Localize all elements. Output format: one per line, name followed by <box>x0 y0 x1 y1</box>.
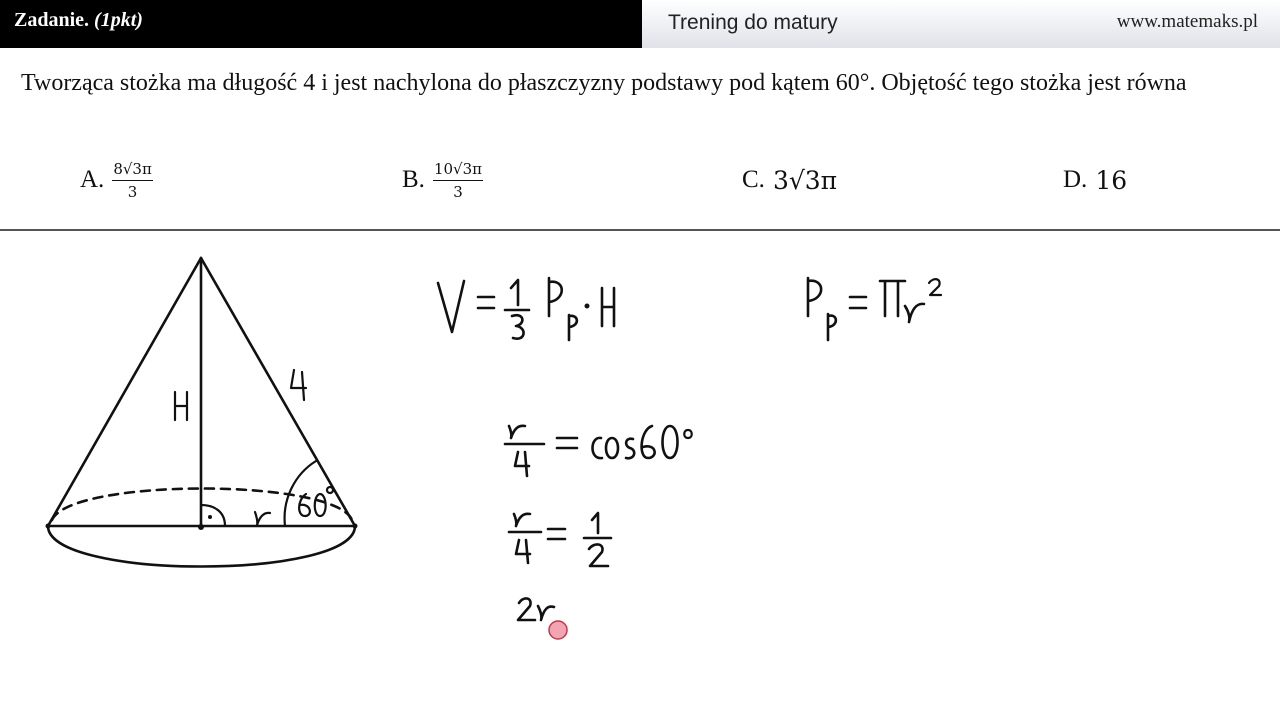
answer-letter: C. <box>742 166 765 193</box>
answer-value: 3√3π <box>772 165 838 195</box>
header-bar <box>0 0 1280 48</box>
base-right-point <box>353 524 358 529</box>
fraction-numerator: 10√3π <box>433 160 483 181</box>
site-url: www.matemaks.pl <box>1116 11 1258 32</box>
formula-ratio <box>509 513 611 566</box>
fraction-denominator: 3 <box>453 182 463 201</box>
answer-fraction <box>112 160 153 201</box>
fraction-numerator: 8√3π <box>112 160 153 181</box>
answer-value: 16 <box>1095 165 1128 195</box>
fraction-denominator: 3 <box>127 182 138 201</box>
formula-volume <box>438 278 614 340</box>
answer-option-a[interactable] <box>80 150 153 210</box>
course-title: Trening do matury <box>668 11 838 34</box>
answer-option-b[interactable] <box>402 150 483 210</box>
answer-letter: B. <box>402 166 425 193</box>
formula-partial <box>518 598 554 620</box>
points-label: (1pkt) <box>94 9 143 31</box>
label-60-handwritten <box>299 487 333 516</box>
header-task-area <box>0 0 642 48</box>
whiteboard-drawing <box>0 231 1280 720</box>
label-4-handwritten <box>291 370 306 400</box>
header-brand-area <box>642 0 1280 48</box>
task-statement: Tworząca stożka ma długość 4 i jest nachylona do płaszczyzny podstawy pod kątem 60°. Objętość tego stożka jest równa <box>21 70 1187 96</box>
cone-diagram <box>46 258 358 567</box>
task-title <box>14 9 143 32</box>
cone-left-edge <box>48 258 201 526</box>
label-r-handwritten <box>255 512 270 525</box>
base-left-point <box>46 524 51 529</box>
cone-right-edge <box>201 258 355 526</box>
cone-base-front-arc <box>48 526 355 567</box>
right-angle-mark <box>201 505 225 526</box>
answer-fraction <box>433 160 483 201</box>
answer-option-c[interactable] <box>742 150 837 210</box>
answer-option-d[interactable] <box>1063 150 1127 210</box>
right-angle-dot <box>208 515 212 519</box>
angle-arc-60 <box>285 461 316 526</box>
label-h-handwritten <box>175 392 187 420</box>
base-center-point <box>198 524 204 530</box>
pen-cursor-dot <box>549 621 567 639</box>
answer-letter: A. <box>80 166 105 193</box>
formula-cos <box>505 426 692 476</box>
formula-base-area <box>808 278 941 340</box>
answer-letter: D. <box>1063 166 1088 193</box>
task-label: Zadanie. <box>14 9 90 31</box>
